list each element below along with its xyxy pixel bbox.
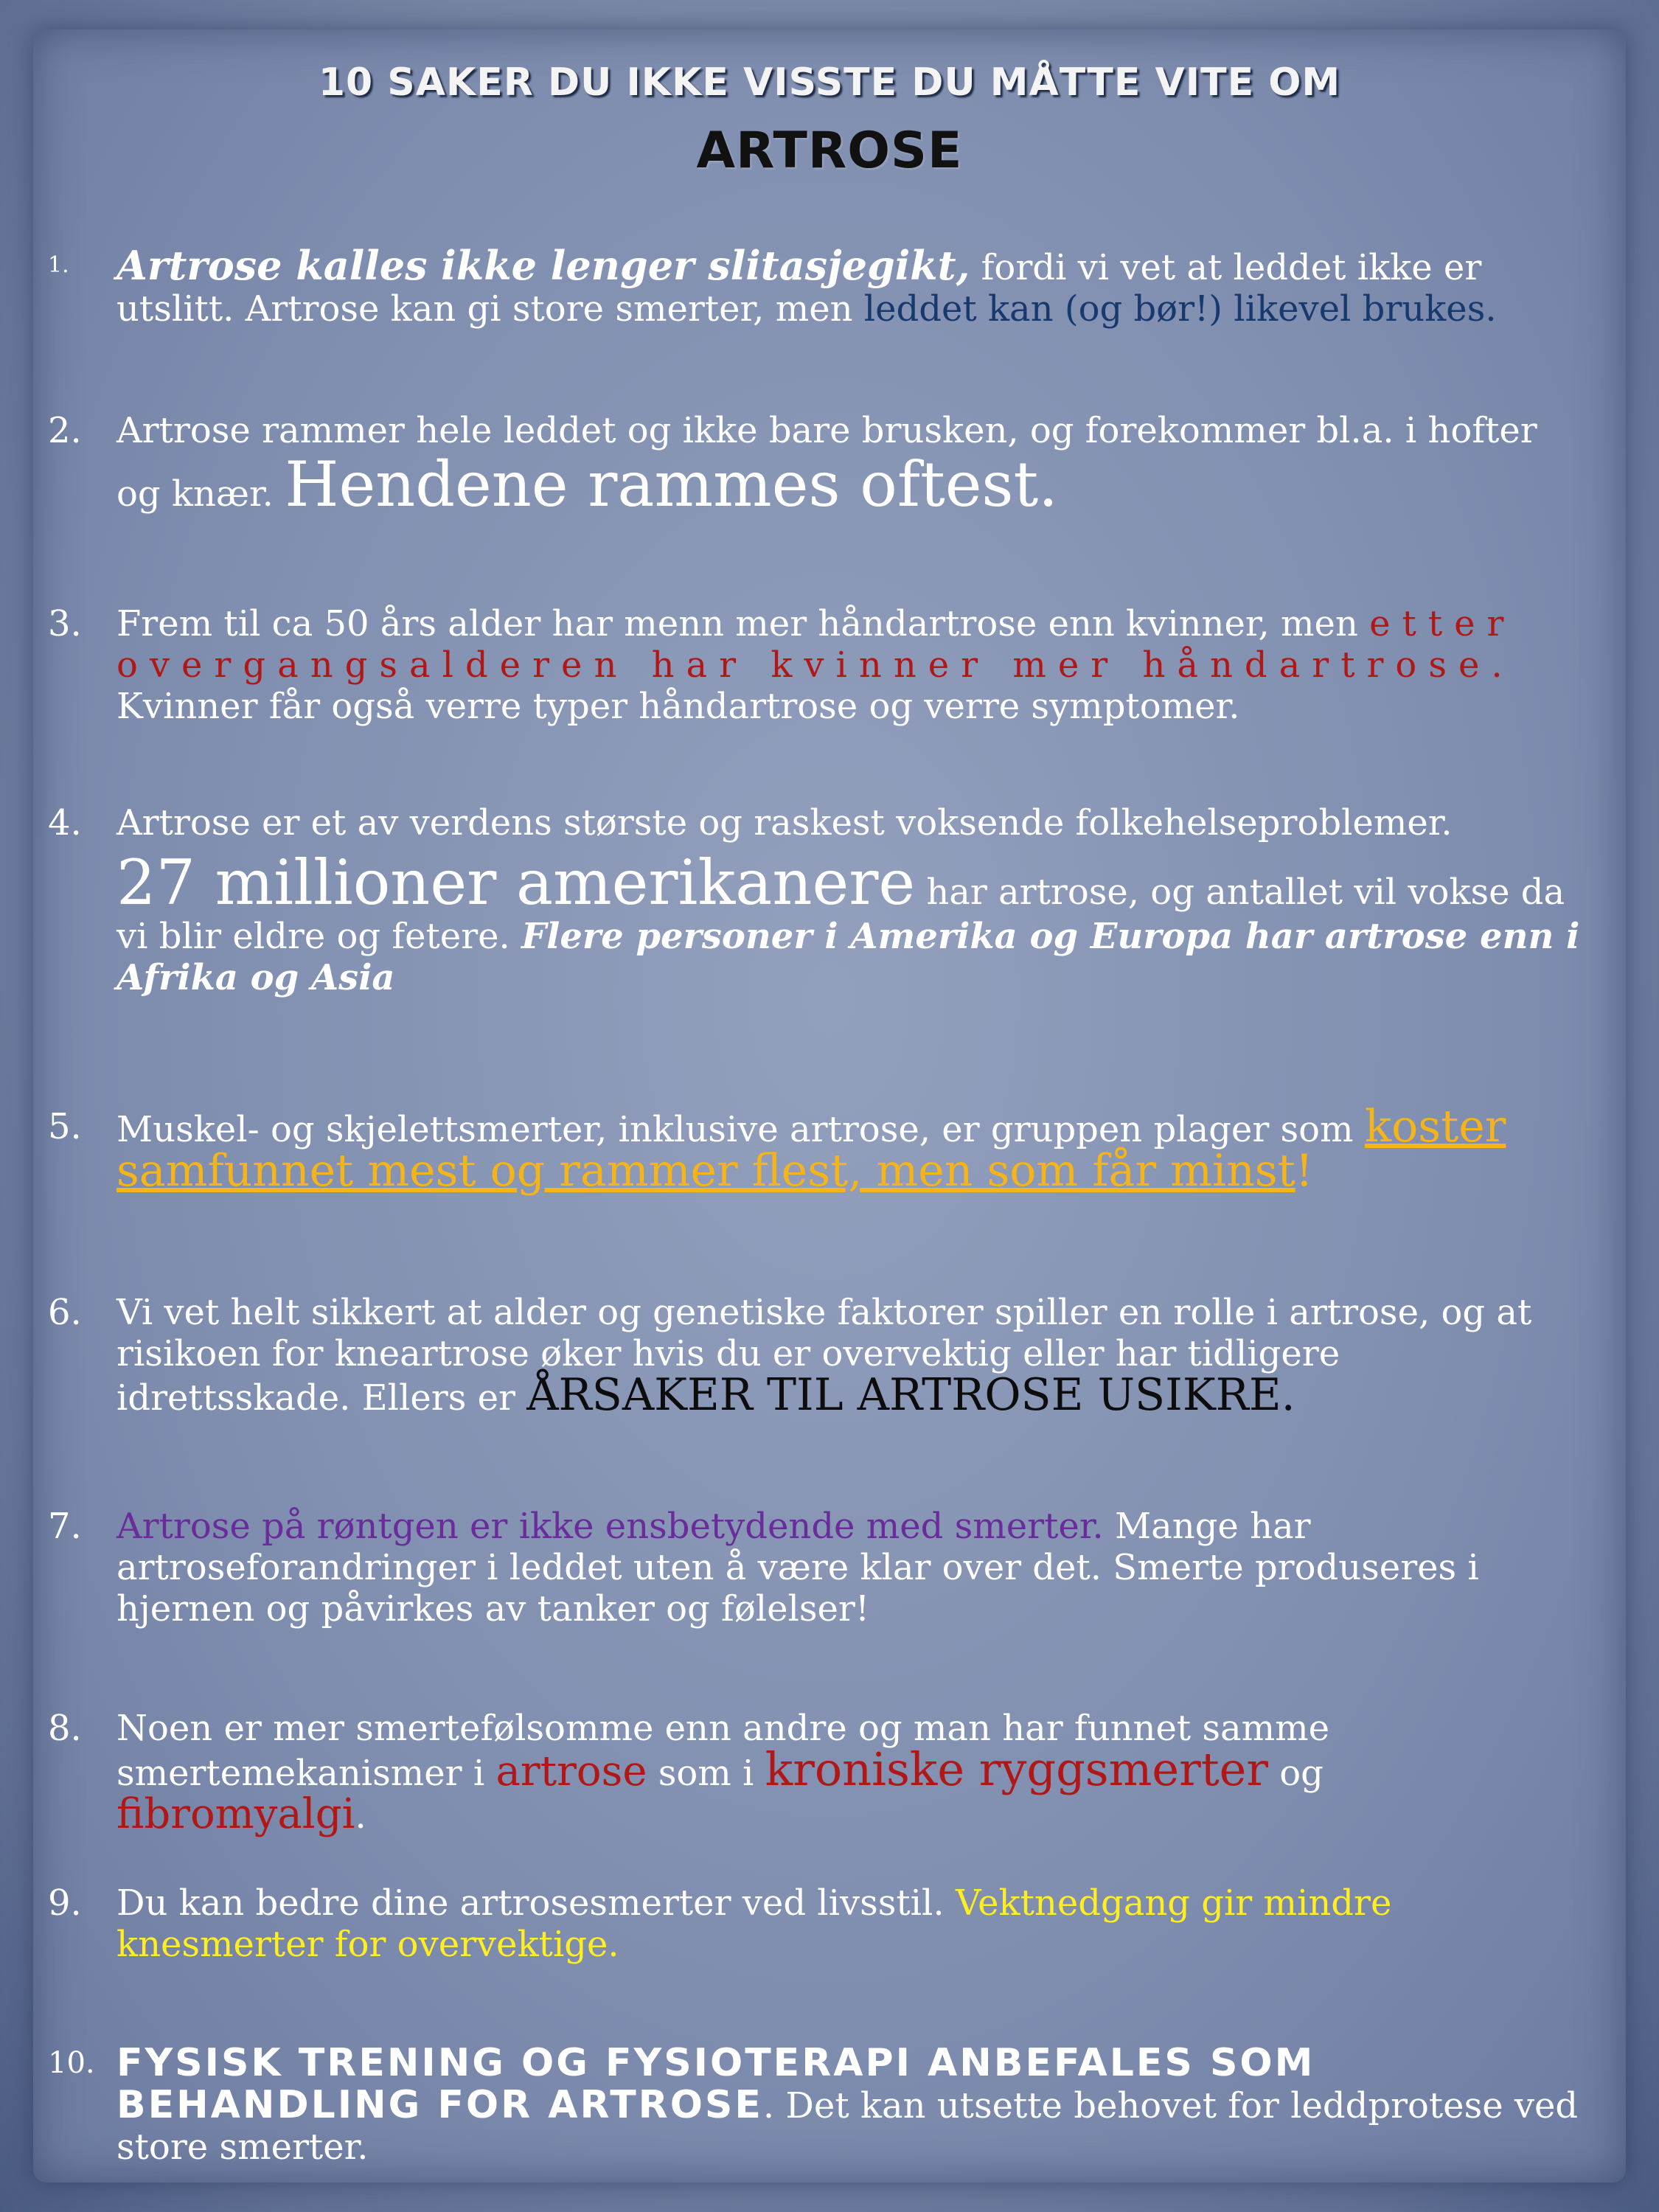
item-number: 3.: [48, 603, 82, 644]
item-1-text: fordi vi vet at leddet ikke er utslitt. Artrose kan gi store smerter, men: [116, 247, 1482, 330]
item-6-text: Vi vet helt sikkert at alder og genetiske faktorer spiller en rolle i artrose, og at risikoen for kneartrose øker hvis du er overvektig eller har tidligere idrettsskade. Ellers er: [116, 1292, 1532, 1419]
item-10-text: . Det kan utsette behovet for leddprotese ved store smerter.: [116, 2085, 1579, 2168]
item-6-highlight: ÅRSAKER TIL ARTROSE USIKRE.: [526, 1369, 1295, 1421]
item-1-emphasis: Artrose kalles ikke lenger slitasjegikt,: [116, 242, 970, 289]
item-3-text: Frem til ca 50 års alder har menn mer håndartrose enn kvinner, men: [116, 603, 1370, 644]
item-5-exclamation: !: [1295, 1145, 1313, 1197]
item-8-period: .: [355, 1795, 366, 1837]
item-9-highlight: Vektnedgang gir mindre knesmerter for overvektige.: [116, 1882, 1392, 1965]
item-5-text: Muskel- og skjelettsmerter, inklusive artrose, er gruppen plager som: [116, 1109, 1365, 1150]
list-item-4: [48, 802, 1582, 998]
item-7-text: Mange har artroseforandringer i leddet uten å være klar over det. Smerte produseres i hjernen og påvirkes av tanker og følelser!: [116, 1506, 1479, 1630]
item-number: 6.: [48, 1292, 82, 1333]
list-item-6: [48, 1292, 1582, 1419]
item-number: 1.: [48, 252, 69, 278]
list-item-5: [48, 1101, 1582, 1197]
list-item-7: [48, 1506, 1582, 1630]
item-3-text-end: Kvinner får også verre typer håndartrose og verre symptomer.: [116, 686, 1240, 727]
item-8-term-ryggsmerter: kroniske ryggsmerter: [765, 1742, 1268, 1796]
item-8-text-2: som i: [647, 1753, 765, 1794]
item-4-text: Artrose er et av verdens største og raskest voksende folkehelseproblemer.: [116, 802, 1453, 844]
item-4-text-mid: har artrose, og antallet vil vokse da vi blir eldre og fetere.: [116, 872, 1565, 957]
item-1-highlight: leddet kan (og bør!) likevel brukes.: [863, 288, 1497, 330]
item-10-highlight: FYSISK TRENING OG FYSIOTERAPI ANBEFALES SOM BEHANDLING FOR ARTROSE: [116, 2041, 1315, 2127]
title-line-1: 10 SAKER DU IKKE VISSTE DU MÅTTE VITE OM: [318, 60, 1341, 105]
item-3-highlight: etter overgangsalderen har kvinner mer håndartrose.: [116, 603, 1516, 686]
item-8-text: Noen er mer smertefølsomme enn andre og man har funnet samme smertemekanismer i: [116, 1708, 1330, 1794]
item-2-text: Artrose rammer hele leddet og ikke bare brusken, og forekommer bl.a. i hofter og knær.: [116, 410, 1537, 515]
list-item-1: [48, 242, 1582, 330]
item-4-highlight: 27 millioner amerikanere: [116, 846, 916, 919]
list-item-10: [48, 2042, 1582, 2168]
item-number: 7.: [48, 1506, 82, 1547]
item-4-emphasis: Flere personer i Amerika og Europa har artrose enn i Afrika og Asia: [116, 916, 1580, 998]
title-line-2: ARTROSE: [696, 122, 963, 180]
item-7-highlight: Artrose på røntgen er ikke ensbetydende med smerter.: [116, 1506, 1104, 1547]
item-8-term-fibromyalgi: fibromyalgi: [116, 1790, 355, 1838]
item-number: 5.: [48, 1106, 82, 1147]
item-8-text-3: og: [1267, 1753, 1324, 1794]
item-number: 4.: [48, 802, 82, 844]
item-5-highlight: koster samfunnet mest og rammer flest, men som får minst: [116, 1101, 1506, 1197]
item-9-text: Du kan bedre dine artrosesmerter ved livsstil.: [116, 1882, 956, 1924]
list-item-8: [48, 1708, 1582, 1837]
item-number: 2.: [48, 410, 82, 451]
item-8-term-artrose: artrose: [495, 1747, 647, 1795]
item-number: 8.: [48, 1708, 82, 1749]
list-item-3: [48, 603, 1582, 727]
list-item-2: [48, 410, 1582, 521]
list-item-9: [48, 1882, 1582, 1965]
item-number: 9.: [48, 1882, 82, 1924]
item-number: 10.: [48, 2046, 95, 2080]
item-2-highlight: Hendene rammes oftest.: [285, 448, 1058, 521]
